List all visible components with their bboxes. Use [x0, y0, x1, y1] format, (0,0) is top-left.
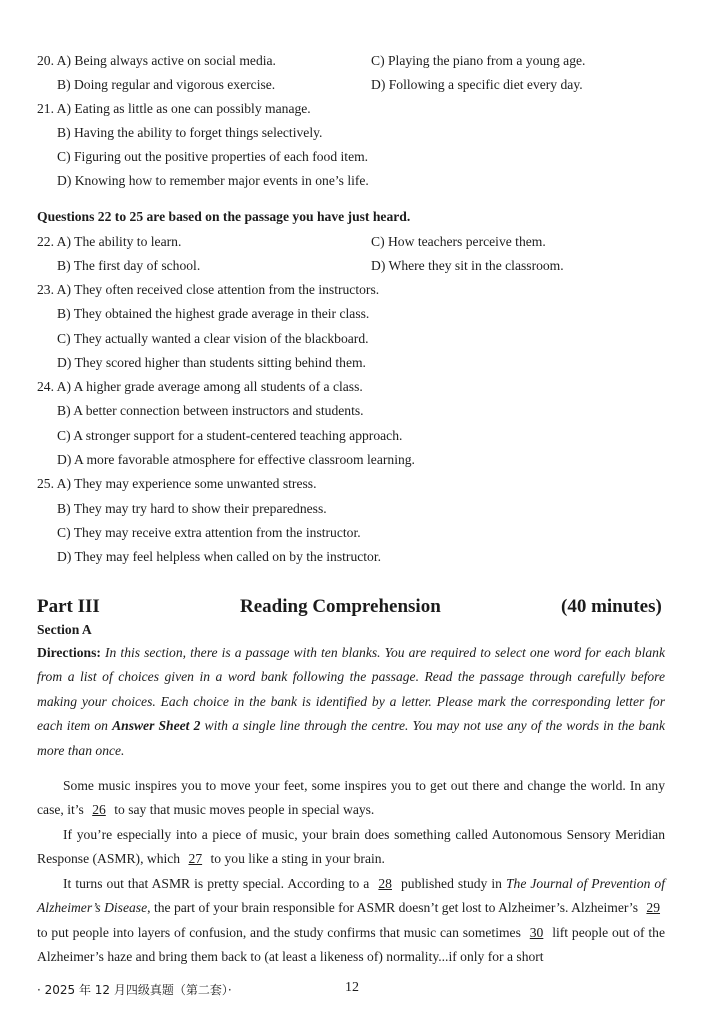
q25-option-b: B) They may try hard to show their preparedness. — [57, 501, 327, 516]
directions-text-2: with a single line through the centre. You may not use any of the words in the bank more than once. — [37, 718, 665, 758]
part-title: Reading Comprehension — [240, 596, 441, 617]
q24-option-c: C) A stronger support for a student-centered teaching approach. — [57, 428, 403, 443]
blank-26: 26 — [92, 802, 106, 818]
blank-30: 30 — [529, 924, 544, 940]
part-time: (40 minutes) — [561, 596, 662, 617]
q23-option-a: 23. A) They often received close attention from the instructors. — [37, 282, 380, 297]
q23-option-d: D) They scored higher than students sitting behind them. — [57, 355, 366, 370]
q20-option-b: B) Doing regular and vigorous exercise. — [57, 77, 276, 92]
q20-option-a: 20. A) Being always active on social media. — [37, 53, 276, 68]
q24-option-d: D) A more favorable atmosphere for effective classroom learning. — [57, 452, 415, 467]
journal-title: The Journal of Prevention of Alzheimer’s Disease — [37, 876, 665, 916]
q21-option-b: B) Having the ability to forget things selectively. — [57, 125, 323, 140]
page-number: 12 — [345, 980, 359, 995]
passage-paragraph-2: If you’re especially into a piece of music, your brain does something called Autonomous Sensory Meridian Response (ASMR), which 27 to you like a sting in your brain. — [37, 827, 665, 867]
q24-option-a: 24. A) A higher grade average among all students of a class. — [37, 379, 363, 394]
answer-sheet-ref: Answer Sheet 2 — [112, 718, 201, 734]
section-heading: Section A — [37, 622, 92, 637]
passage-paragraph-3: It turns out that ASMR is pretty special. According to a 28 published study in The Journal of Prevention of Alzheimer’s Disease, the part of your brain responsible for ASMR doesn’t get lost to Alzheimer’s. Alzheimer’s 29 to put people into layers of confusion, and the study confirms that music can sometimes 30 lift people out of the Alzheimer’s haze and bring them back to (at least a likeness of) normality...if only for a short — [37, 876, 665, 965]
passage-paragraph-1: Some music inspires you to move your feet, some inspires you to get out there and change the world. In any case, it’s 26 to say that music moves people in special ways. — [37, 778, 665, 818]
directions-text-1: In this section, there is a passage with ten blanks. You are required to select one word for each blank from a list of choices given in a word bank following the passage. Read the passage through carefully before making your choices. Each choice in the bank is identified by a letter. Please mark the corresponding letter for each item on — [37, 645, 665, 734]
q21-option-a: 21. A) Eating as little as one can possibly manage. — [37, 101, 311, 116]
part-label: Part III — [37, 596, 100, 617]
q20-option-d: D) Following a specific diet every day. — [371, 77, 583, 92]
q21-option-d: D) Knowing how to remember major events in one’s life. — [57, 173, 369, 188]
q22-option-d: D) Where they sit in the classroom. — [371, 258, 564, 273]
q20-option-c: C) Playing the piano from a young age. — [371, 53, 586, 68]
q25-option-c: C) They may receive extra attention from the instructor. — [57, 525, 361, 540]
q24-option-b: B) A better connection between instructors and students. — [57, 403, 364, 418]
blank-29: 29 — [646, 900, 661, 916]
directions — [37, 641, 665, 763]
q22-option-c: C) How teachers perceive them. — [371, 234, 546, 249]
q23-option-b: B) They obtained the highest grade average in their class. — [57, 306, 370, 321]
q22-option-a: 22. A) The ability to learn. — [37, 234, 182, 249]
q22-option-b: B) The first day of school. — [57, 258, 201, 273]
q21-option-c: C) Figuring out the positive properties of each food item. — [57, 149, 369, 164]
q25-option-d: D) They may feel helpless when called on by the instructor. — [57, 549, 382, 564]
blank-27: 27 — [188, 851, 203, 867]
directions-label: Directions: — [37, 645, 101, 660]
q25-option-a: 25. A) They may experience some unwanted stress. — [37, 476, 317, 491]
q23-option-c: C) They actually wanted a clear vision of the blackboard. — [57, 331, 369, 346]
blank-28: 28 — [378, 876, 392, 891]
questions-22-25-heading: Questions 22 to 25 are based on the passage you have just heard. — [37, 209, 411, 224]
footer-exam-label: · 2025 年 12 月四级真题（第二套）· — [37, 983, 232, 997]
